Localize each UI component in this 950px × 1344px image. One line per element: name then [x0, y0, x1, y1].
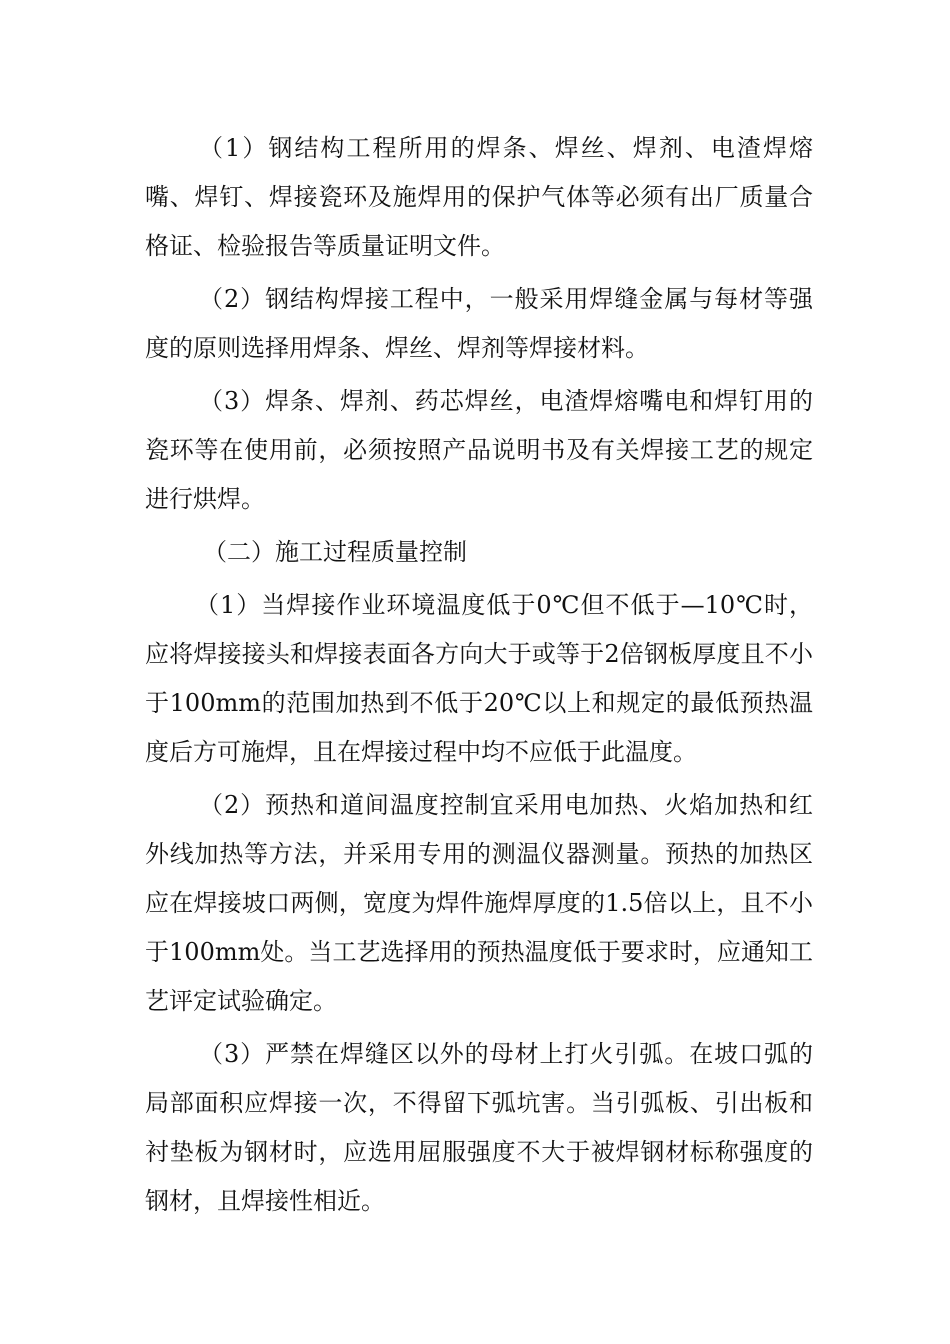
paragraph-low-temperature-preheating: （1）当焊接作业环境温度低于0℃但不低于—10℃时，应将焊接接头和焊接表面各方向大于或等于2倍钢板厚度且不小于100mm的范围加热到不低于20℃以上和规定的最低预热温度后方可施焊，且在焊接过程中均不应低于此温度。 [145, 591, 813, 766]
paragraph-welding-materials-certificates: （1）钢结构工程所用的焊条、焊丝、焊剂、电渣焊熔嘴、焊钉、焊接瓷环及施焊用的保护气体等必须有出厂质量合格证、检验报告等质量证明文件。 [145, 134, 813, 260]
paragraph-equal-strength-principle: （2）钢结构焊接工程中，一般采用焊缝金属与每材等强度的原则选择用焊条、焊丝、焊剂等焊接材料。 [145, 285, 813, 362]
paragraph-baking-before-use: （3）焊条、焊剂、药芯焊丝，电渣焊熔嘴电和焊钉用的瓷环等在使用前，必须按照产品说明书及有关焊接工艺的规定进行烘焊。 [145, 387, 813, 513]
paragraph-preheat-temperature-control: （2）预热和道间温度控制宜采用电加热、火焰加热和红外线加热等方法，并采用专用的测温仪器测量。预热的加热区应在焊接坡口两侧，宽度为焊件施焊厚度的1.5倍以上，且不小于100mm处。当工艺选择用的预热温度低于要求时，应通知工艺评定试验确定。 [145, 791, 813, 1015]
section-heading-process-quality-control: （二）施工过程质量控制 [203, 538, 467, 566]
paragraph-arc-striking-restrictions: （3）严禁在焊缝区以外的母材上打火引弧。在坡口弧的局部面积应焊接一次，不得留下弧坑害。当引弧板、引出板和衬垫板为钢材时，应选用屈服强度不大于被焊钢材标称强度的钢材，且焊接性相近。 [145, 1040, 813, 1215]
document-body [145, 124, 813, 1230]
